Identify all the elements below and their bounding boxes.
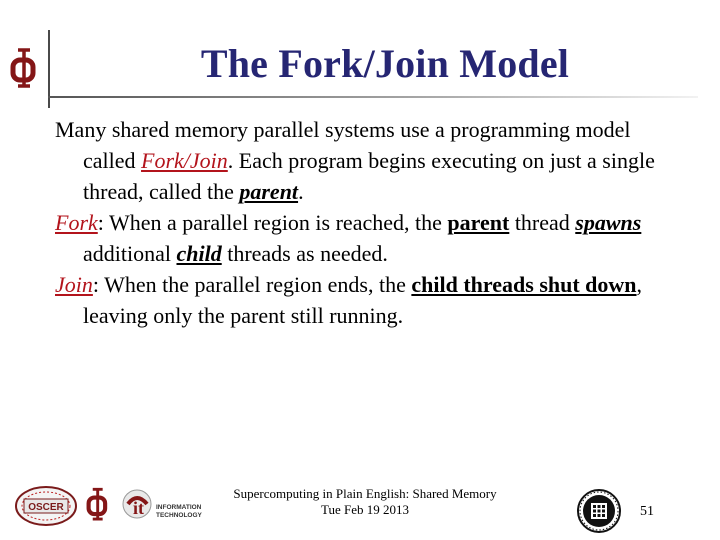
paragraph-fork-join-intro	[55, 114, 675, 207]
slide-body	[55, 114, 675, 331]
footer-date: Tue Feb 19 2013	[320, 502, 409, 517]
p1-text-1: Many shared memory parallel systems use a programming model called	[55, 117, 631, 173]
svg-text:it: it	[133, 498, 144, 518]
p1-text-3: . Each program begins executing on just a single thread, called the	[83, 148, 655, 204]
paragraph-fork	[55, 207, 675, 269]
p2-text-8: threads as needed.	[221, 241, 388, 266]
page-number: 51	[640, 504, 654, 519]
p1-fork-join-term: Fork/Join	[141, 148, 228, 173]
p3-text-2: : When the parallel region ends, the	[92, 272, 412, 297]
p2-text-2: : When a parallel region is reached, the	[97, 210, 448, 235]
ou-logo-icon	[10, 46, 46, 92]
it-logo-icon	[120, 484, 202, 526]
p1-text-5: .	[298, 179, 304, 204]
ou-footer-logo-icon	[86, 486, 116, 524]
p2-text-6: additional	[83, 241, 177, 266]
it-logo-line-1: INFORMATION	[156, 504, 202, 511]
p2-text-4: thread	[509, 210, 576, 235]
p2-parent-term: parent	[447, 210, 510, 235]
p3-child-threads-shut-down-term: child threads shut down	[411, 272, 637, 297]
p3-join-term: Join	[55, 272, 93, 297]
p3-text-4: , leaving only the parent still running.	[83, 272, 643, 328]
oscer-logo-icon	[14, 484, 78, 528]
p1-parent-term: parent	[239, 179, 299, 204]
p2-child-term: child	[176, 241, 222, 266]
footer-title: Supercomputing in Plain English: Shared Memory	[233, 486, 497, 501]
header-horizontal-rule	[48, 96, 698, 98]
slide-title: The Fork/Join Model	[200, 41, 570, 86]
p2-fork-term: Fork	[55, 210, 98, 235]
it-logo-line-2: TECHNOLOGY	[156, 512, 202, 519]
paragraph-join	[55, 269, 675, 331]
computing-seal-icon	[576, 488, 622, 534]
footer	[215, 486, 515, 518]
oscer-logo-text: OSCER	[28, 502, 64, 513]
p2-spawns-term: spawns	[575, 210, 642, 235]
